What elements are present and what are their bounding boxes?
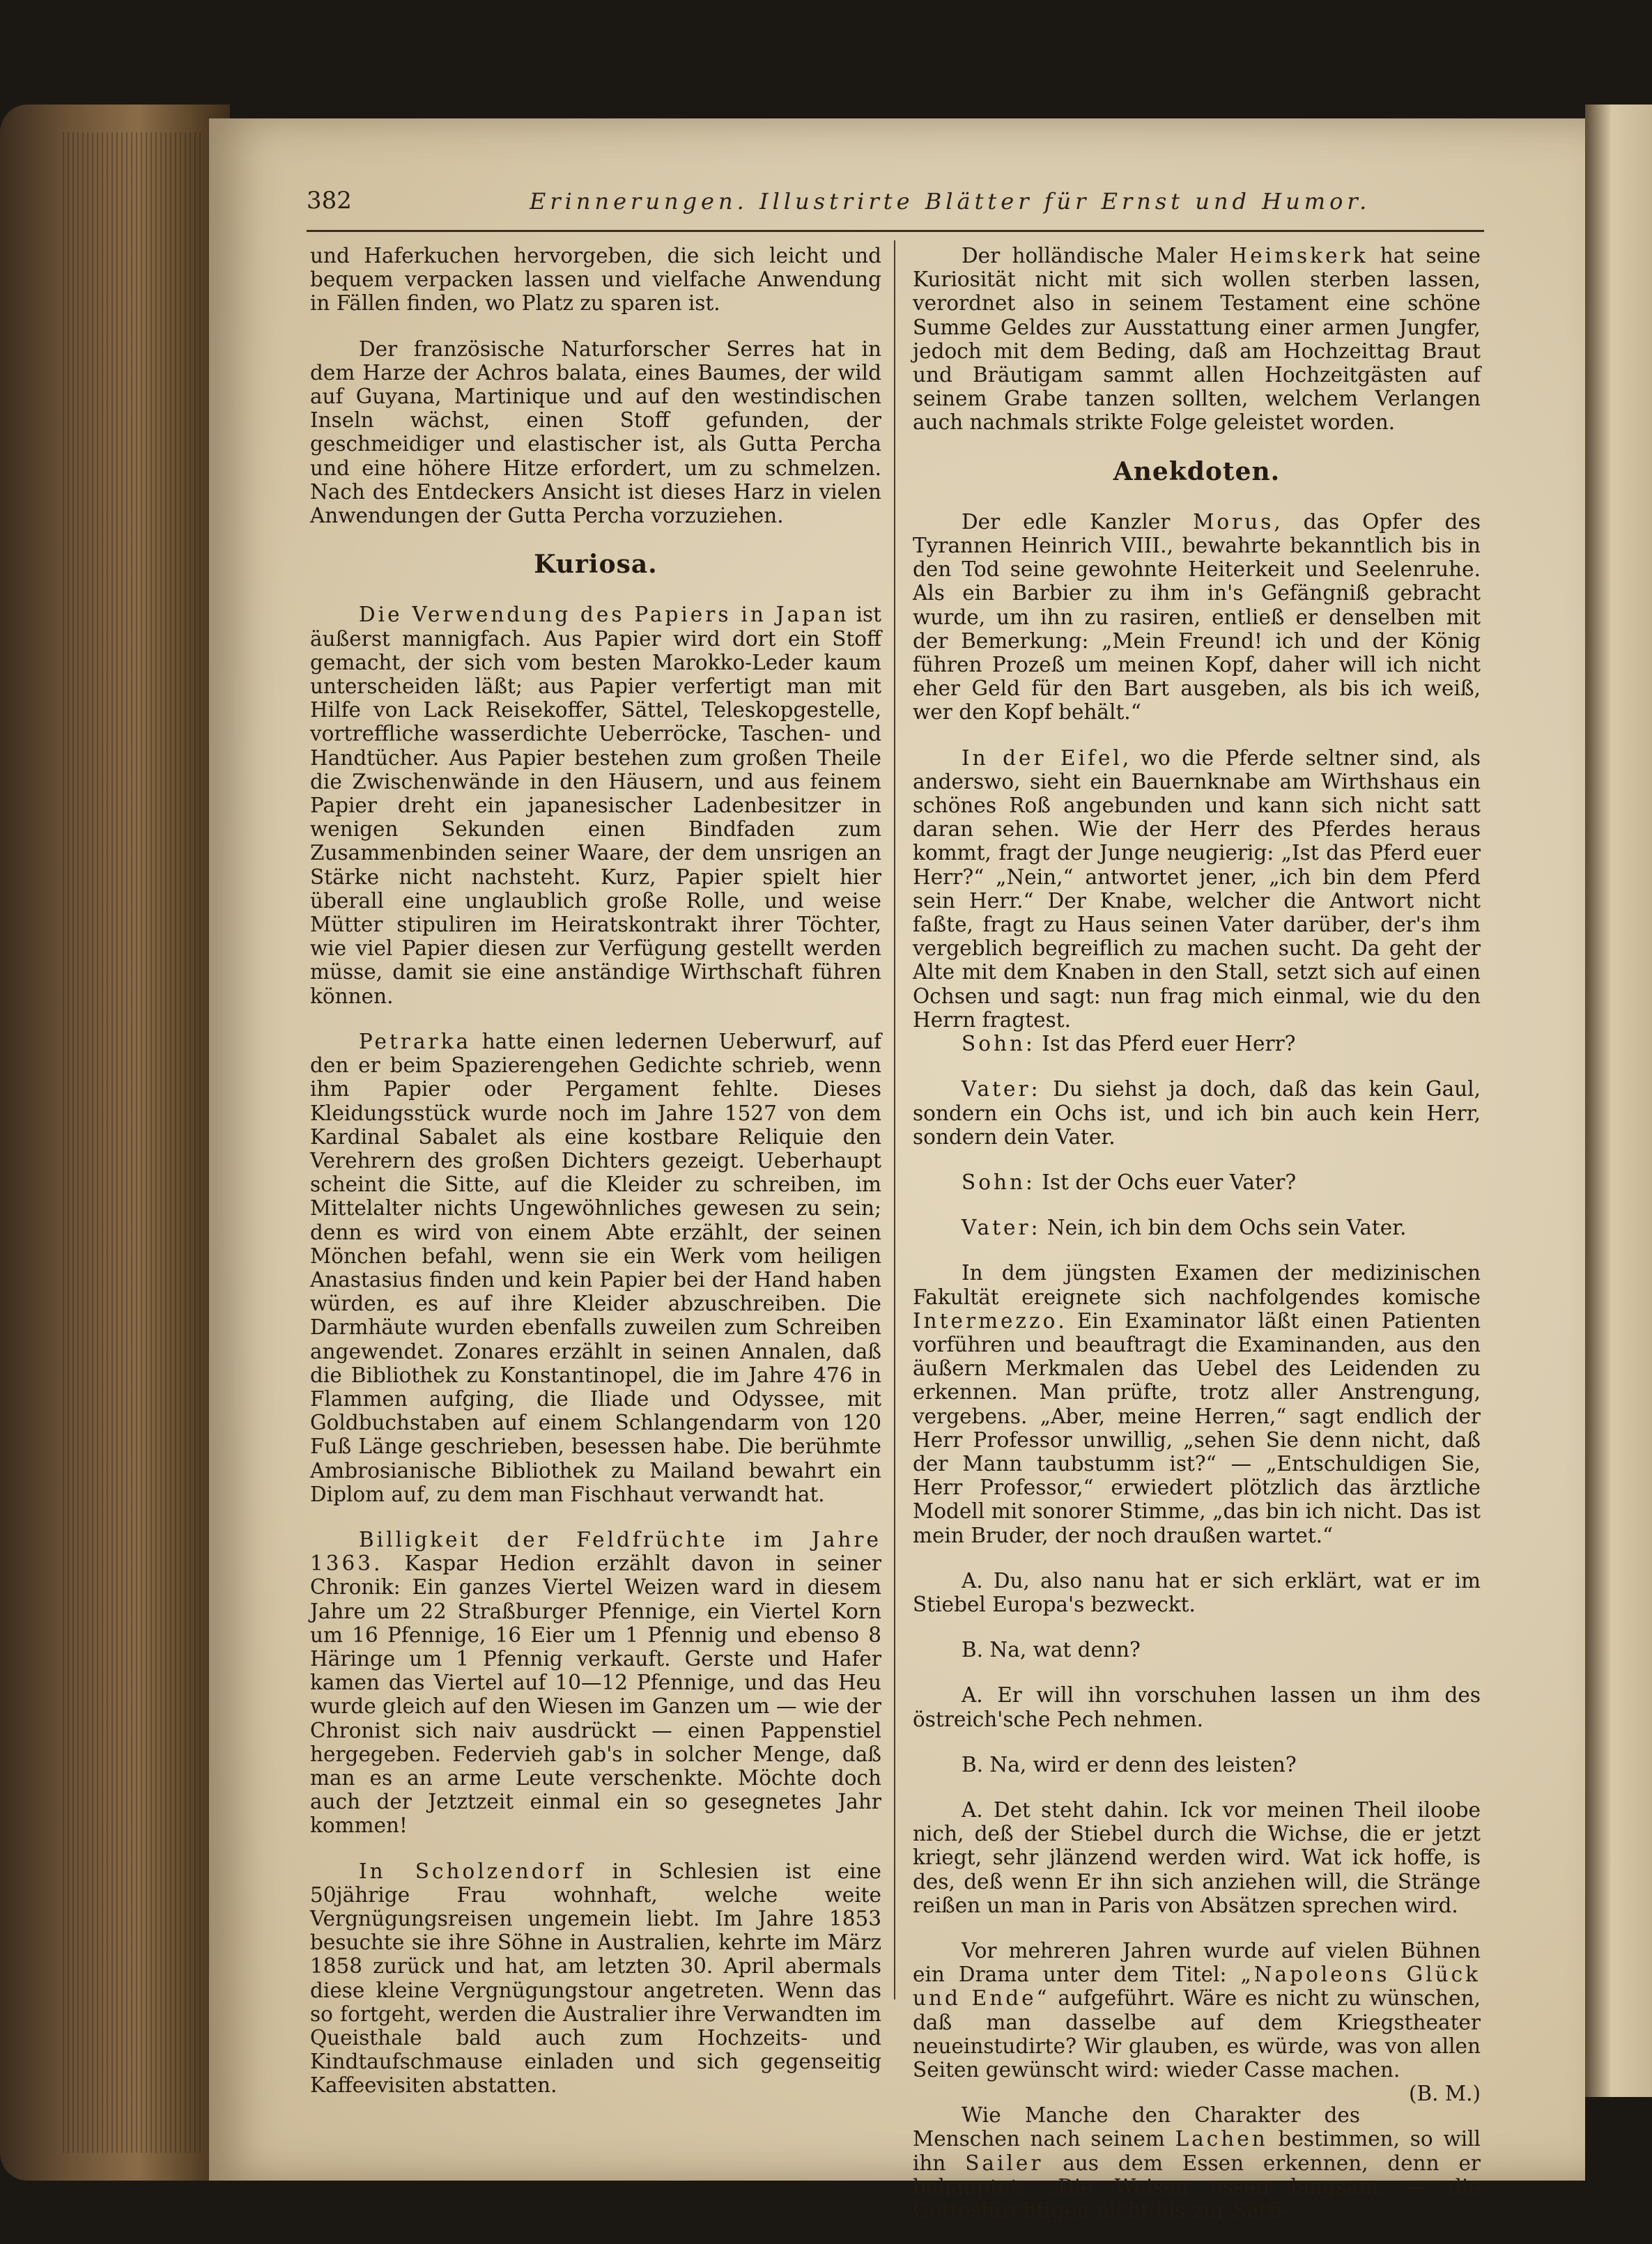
speaker: Sohn: [962,1032,1035,1056]
body-text: hatte einen ledernen Ueberwurf, auf den er beim Spazierengehen Gedichte schrieb, wenn ihm Papier oder Pergament fehlte. Dieses Kleidungsstück wurde noch im Jahre 1527 von dem Kardinal Sabalet als eine kostbare Reliquie den Verehrern des großen Dichters gezeigt. Ueberhaupt scheint die Sitte, auf die Kleider zu schreiben, im Mittelalter nichts Ungewöhnliches gewesen zu sein; denn es wird von einem Abte erzählt, der seinen Mönchen befahl, wenn sie ein Werk vom heiligen Anastasius finden und kein Papier bei der Hand haben würden, es auf ihre Kleider abzuschreiben. Die Darmhäute wurden ebenfalls zuweilen zum Schreiben angewendet. Zonares erzählt in seinen Annalen, daß die Bibliothek zu Konstantinopel, die im Jahre 476 in Flammen aufging, die Iliade und Odyssee, mit Goldbuchstaben auf einem Schlangendarm von 120 Fuß Länge geschrieben, besessen habe. Die berühmte Ambrosianische Bibliothek zu Mailand bewahrt ein Diplom auf, zu dem man Fischhaut verwandt hat. [310,1029,881,1506]
heading-anekdoten: Anekdoten. [1113,456,1281,486]
dialog-line: A. Er will ihn vorschuhen lassen un ihm des östreich'sche Pech nehmen. [913,1683,1481,1731]
dialog-text: Ist das Pferd euer Herr? [1035,1032,1296,1056]
name-text: Sailer [965,2151,1044,2175]
name-text: Morus [1193,509,1274,534]
body-text: in Schlesien ist eine 50jährige Frau wohnhaft, welche weite Vergnügungsreisen ungemein liebt. Im Jahre 1853 besuchte sie ihre Söhne in Australien, kehrte im März 1858 zurück und hat, am letzten 30. April abermals diese kleine Vergnügungstour angetreten. Wenn das so fortgeht, werden die Australier ihre Verwandten im Queisthale bald auch zum Hochzeits- und Kindtaufschmause einladen und sich gegenseitig Kaffeevisiten abstatten. [310,1859,881,2098]
body-text: , wo die Pferde seltner sind, als anderswo, sieht ein Bauernknabe am Wirthshaus ein schönes Roß angebunden und kann sich nicht satt daran sehen. Wie der Herr des Pferdes heraus kommt, fragt der Junge neugierig: „Ist das Pferd euer Herr?“ „Nein,“ antwortet jener, „ich bin dem Pferd sein Herr.“ Der Knabe, welcher die Antwort nicht faßte, fragt zu Haus seinen Vater darüber, der's ihm vergeblich begreiflich zu machen sucht. Da geht der Alte mit dem Knaben in den Stall, setzt sich auf einen Ochsen und sagt: nun frag mich einmal, wie du den Herrn fragtest. [913,745,1481,1032]
speaker: Vater: [962,1077,1041,1101]
lead-text: Petrarka [359,1029,472,1053]
body-text: In dem jüngsten Examen der medizinischen Fakultät ereignete sich nachfolgendes komische [913,1261,1481,1309]
body-text: aus dem Essen erkennen, denn er behauptet: „Die Weisen essen langsam; — die Gottesfürchtigen nicht bis zur Sätti- [913,2151,1481,2223]
lead-text: In der Eifel [962,745,1122,770]
dialog-line [913,1077,1481,1149]
paragraph-haferkuchen: und Haferkuchen hervorgeben, die sich leicht und bequem verpacken lassen und vielfache Anwendung in Fällen finden, wo Platz zu sparen ist. [310,244,881,316]
page-edges [63,132,202,2153]
heading-kuriosa: Kuriosa. [534,550,658,580]
dialog-line [913,1032,1481,1055]
dialog-line: B. Na, wat denn? [962,1638,1141,1662]
dialog-line [913,1170,1481,1194]
page-header [307,187,1491,222]
body-text: aufgeführt. Wäre es nicht zu wünschen, daß man dasselbe auf dem Kriegstheater neueinstudirte? Wir glauben, es würde, was von allen Seiten gewünscht wird: wieder Casse machen. [913,1986,1481,2082]
paragraph-petrarka [310,1030,881,1506]
body-text: Der edle Kanzler [962,509,1194,534]
body-text: , das Opfer des Tyrannen Heinrich VIII., bewahrte bekanntlich bis in den Tod seine gewohnte Heiterkeit und Seelenruhe. Als ein Barbier zu ihm in's Gefängniß gebracht wurde, um ihn zu rasiren, entließ er denselben mit der Bemerkung: „Mein Freund! ich und der König führen Prozeß um meinen Kopf, daher will ich nicht eher Geld für den Bart ausgeben, als bis ich weiß, wer den Kopf behält.“ [913,509,1481,725]
lead-text: In Scholzendorf [359,1859,586,1883]
paragraph-serres: Der französische Naturforscher Serres hat in dem Harze der Achros balata, eines Baumes, der wild auf Guyana, Martinique und auf den westindischen Inseln wächst, einen Stoff gefunden, der geschmeidiger und elastischer ist, als Gutta Percha und eine höhere Hitze erfordert, um zu schmelzen. Nach des Entdeckers Ansicht ist dieses Harz in vielen Anwendungen der Gutta Percha vorzuziehen. [310,336,881,528]
right-column [913,244,1481,2244]
name-text: Heimskerk [1229,244,1368,268]
name-text: Intermezzo [913,1308,1058,1333]
body-text: hat seine Kuriosität nicht mit sich wollen sterben lassen, verordnet also in seinem Testament eine schöne Summe Geldes zur Ausstattung einer armen Jungfer, jedoch mit dem Beding, daß am Hochzeittag Braut und Bräutigam sammt allen Hochzeitgästen auf seinem Grabe tanzen sollten, welchem Verlangen auch nachmals strikte Folge geleistet worden. [913,244,1481,435]
speaker: Sohn: [962,1170,1035,1194]
body-text: bestimmen, so will ihn [913,2127,1481,2175]
paragraph-papier-japan [310,603,881,1007]
left-column [310,244,881,2119]
paragraph-examen [913,1261,1481,1547]
paragraph-napoleon [913,1938,1481,2106]
paragraph-billigkeit [310,1528,881,1838]
facing-page-edge [1585,105,1652,2097]
lead-text: Die Verwendung des Papiers in Japan [359,603,849,627]
paragraph-heimskerk [913,244,1481,435]
speaker: Vater: [962,1216,1041,1240]
dialog-text: Ist der Ochs euer Vater? [1035,1170,1297,1194]
body-text: . Ein Examinator läßt einen Patienten vorführen und beauftragt die Examinanden, aus den äußern Merkmalen das Uebel des Leidenden zu erkennen. Man prüfte, trotz aller Anstrengung, vergebens. „Aber, meine Herren,“ sagt endlich der Herr Professor unwillig, „sehen Sie denn nicht, daß der Mann taubstumm ist?“ — „Entschuldigen Sie, Herr Professor,“ erwiedert plötzlich das ärztliche Modell mit sonorer Stimme, „das bin ich nicht. Das ist mein Bruder, der noch draußen wartet.“ [913,1308,1481,1547]
paragraph-scholzendorf [310,1859,881,2098]
dialog-line [913,1216,1481,1239]
name-text: „Napoleons Glück und Ende“ [913,1963,1481,2011]
dialog-line: A. Du, also nanu hat er sich erklärt, wat er im Stiebel Europa's bezweckt. [913,1568,1481,1616]
body-text: Kaspar Hedion erzählt davon in seiner Chronik: Ein ganzes Viertel Weizen ward in diesem Jahre um 22 Straßburger Pfennige, ein Viertel Korn um 16 Pfennige, 16 Eier um 1 Pfennig und ebenso 8 Häringe um 1 Pfennig verkauft. Gerste und Hafer kamen das Viertel auf 10—12 Pfennige, und das Heu wurde gleich auf den Wiesen im Ganzen um — wie der Chronist sich naiv ausdrückt — einen Pappenstiel hergegeben. Federvieh gab's in solcher Menge, daß man es an arme Leute verschenkte. Möchte doch auch der Jetztzeit einmal ein so gesegnetes Jahr kommen! [310,1552,881,1838]
body-text: Der holländische Maler [962,244,1230,268]
name-text: Lachen [1175,2127,1268,2151]
column-divider [894,240,895,1999]
paragraph-sailer [913,2103,1481,2222]
page-number: 382 [307,187,352,215]
body-text: ist äußerst mannigfach. Aus Papier wird dort ein Stoff gemacht, der sich vom besten Marokko-Leder kaum unterscheiden läßt; aus Papier verfertigt man mit Hilfe von Lack Reisekoffer, Sättel, Teleskopgestelle, vortreffliche wasserdichte Ueberröcke, Taschen- und Handtücher. Aus Papier bestehen zum großen Theile die Zwischenwände in den Häusern, und aus feinem Papier dreht ein japanesischer Ladenbesitzer in wenigen Sekunden einen Bindfaden zum Zusammenbinden seiner Waare, der dem unsrigen an Stärke nicht nachsteht. Kurz, Papier spielt hier überall eine unglaublich große Rolle, und weise Mütter stipuliren im Heiratskontrakt ihrer Töchter, wie viel Papier diesen zur Verfügung gestellt werden müsse, damit sie eine anständige Wirthschaft führen können. [310,603,881,1008]
header-rule [307,230,1484,232]
signature: (B. M.) [1408,2082,1481,2106]
running-title: Erinnerungen. Illustrirte Blätter für Ernst und Humor. [530,188,1371,215]
dialog-line: B. Na, wird er denn des leisten? [962,1752,1297,1777]
body-text: Vor mehreren Jahren wurde auf vielen Bühnen ein Drama unter dem Titel: [913,1938,1481,1987]
lead-text: Billigkeit der Feldfrüchte im Jahre 1363. [310,1527,881,1576]
paragraph-eifel [913,746,1481,1032]
dialog-text: Du siehst ja doch, daß das kein Gaul, sondern ein Ochs ist, und ich bin auch kein Herr, sondern dein Vater. [913,1077,1481,1149]
dialog-line: A. Det steht dahin. Ick vor meinen Theil iloobe nich, deß der Stiebel durch die Wichse, die er jetzt kriegt, sehr jlänzend werden wird. Wat ick hoffe, is des, deß wenn Er ihn sich anziehen will, die Stränge reißen un man in Paris von Absätzen sprechen wird. [913,1797,1481,1917]
dialog-text: Nein, ich bin dem Ochs sein Vater. [1040,1216,1407,1240]
body-text: Wie Manche den Charakter des Menschen nach seinem [913,2103,1360,2151]
paragraph-morus [913,510,1481,725]
